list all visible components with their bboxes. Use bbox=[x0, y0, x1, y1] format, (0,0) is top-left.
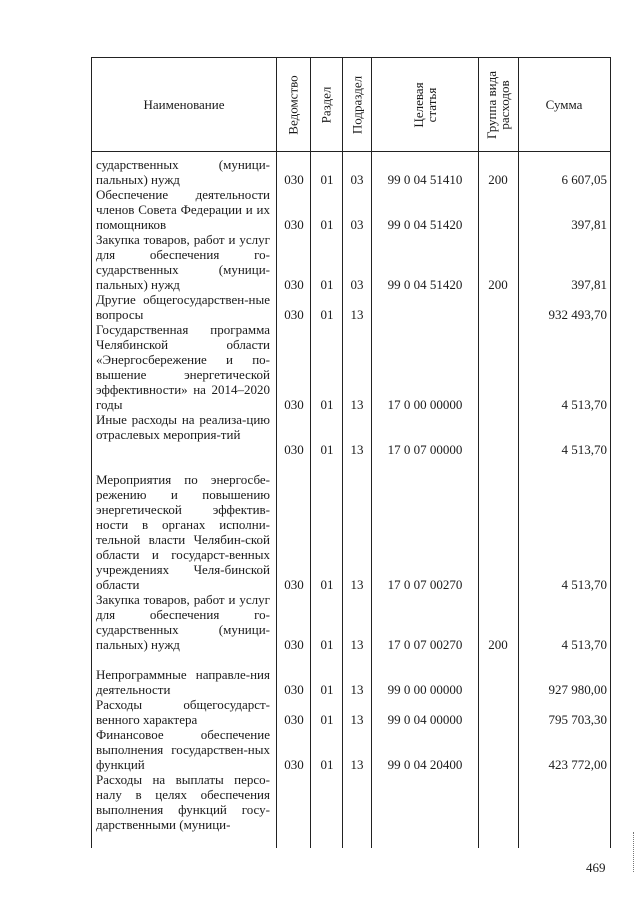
row-celevaya: 99 0 04 51420 bbox=[387, 217, 463, 232]
row-razdel: 01 bbox=[320, 277, 334, 292]
row-name: Обеспечение деятельности членов Совета Федерации и их помощников bbox=[96, 187, 270, 232]
row-name: Государственная программа Челябинской области «Энергосбережение и по-вышение энергетической эффективности» на 2014–2020 годы bbox=[96, 322, 270, 412]
row-vedomstvo: 030 bbox=[284, 217, 304, 232]
row-gruppa: 200 bbox=[488, 277, 508, 292]
row-vedomstvo: 030 bbox=[284, 637, 304, 652]
header-gruppa-text bbox=[485, 71, 511, 139]
row-summa: 397,81 bbox=[571, 277, 607, 292]
row-celevaya: 17 0 07 00270 bbox=[387, 577, 463, 592]
row-celevaya: 17 0 07 00000 bbox=[387, 442, 463, 457]
row-vedomstvo: 030 bbox=[284, 757, 304, 772]
row-summa: 4 513,70 bbox=[561, 637, 607, 652]
row-summa: 4 513,70 bbox=[561, 577, 607, 592]
row-podrazdel: 13 bbox=[350, 577, 364, 592]
row-celevaya: 99 0 04 20400 bbox=[387, 757, 463, 772]
header-summa bbox=[518, 58, 610, 151]
row-name: Другие общегосударствен-ные вопросы bbox=[96, 292, 270, 322]
table-row bbox=[92, 667, 610, 697]
row-vedomstvo: 030 bbox=[284, 712, 304, 727]
row-gruppa: 200 bbox=[488, 637, 508, 652]
row-podrazdel: 13 bbox=[350, 397, 364, 412]
row-vedomstvo: 030 bbox=[284, 277, 304, 292]
row-podrazdel: 03 bbox=[350, 277, 364, 292]
row-name: Иные расходы на реализа-цию отраслевых мероприя-тий bbox=[96, 412, 270, 442]
table-row bbox=[92, 727, 610, 772]
table-row bbox=[92, 292, 610, 322]
row-summa: 795 703,30 bbox=[548, 712, 607, 727]
row-name: Закупка товаров, работ и услуг для обеспечения го-сударственных (муници-пальных) нужд bbox=[96, 232, 270, 292]
header-podrazdel-text: Подраздел bbox=[349, 75, 364, 134]
row-vedomstvo: 030 bbox=[284, 307, 304, 322]
row-podrazdel: 13 bbox=[350, 682, 364, 697]
scan-edge-mark bbox=[633, 832, 636, 872]
row-summa: 397,81 bbox=[571, 217, 607, 232]
row-name: Финансовое обеспечение выполнения государствен-ных функций bbox=[96, 727, 270, 772]
header-gruppa bbox=[478, 58, 518, 151]
row-summa: 6 607,05 bbox=[561, 172, 607, 187]
table-row bbox=[92, 157, 610, 187]
row-name: Закупка товаров, работ и услуг для обеспечения го-сударственных (муници-пальных) нужд bbox=[96, 592, 270, 652]
row-name: сударственных (муници-пальных) нужд bbox=[96, 157, 270, 187]
table-row bbox=[92, 592, 610, 652]
row-razdel: 01 bbox=[320, 397, 334, 412]
header-celevaya-text bbox=[412, 82, 438, 127]
row-razdel: 01 bbox=[320, 757, 334, 772]
row-razdel: 01 bbox=[320, 712, 334, 727]
row-summa: 423 772,00 bbox=[548, 757, 607, 772]
row-summa: 927 980,00 bbox=[548, 682, 607, 697]
header-vedomstvo-text: Ведомство bbox=[285, 74, 301, 135]
row-summa: 4 513,70 bbox=[561, 397, 607, 412]
row-vedomstvo: 030 bbox=[284, 682, 304, 697]
page-number: 469 bbox=[586, 860, 606, 875]
row-podrazdel: 13 bbox=[350, 712, 364, 727]
header-gruppa-line2: расходов bbox=[497, 79, 512, 130]
row-podrazdel: 13 bbox=[350, 757, 364, 772]
header-summa-text: Сумма bbox=[545, 96, 583, 112]
row-podrazdel: 13 bbox=[350, 637, 364, 652]
header-divider bbox=[92, 151, 610, 152]
row-vedomstvo: 030 bbox=[284, 442, 304, 457]
row-celevaya: 99 0 04 00000 bbox=[387, 712, 463, 727]
row-summa: 4 513,70 bbox=[561, 442, 607, 457]
row-name: Мероприятия по энергосбе-режению и повышению энергетической эффектив-ности в органах исполни-тельной власти Челябин-ской области и государст-венных учреждениях Челя-бинской области bbox=[96, 472, 270, 592]
table-row bbox=[92, 697, 610, 727]
table-row bbox=[92, 322, 610, 412]
row-razdel: 01 bbox=[320, 637, 334, 652]
header-celevaya-line1: Целевая bbox=[410, 81, 426, 128]
row-razdel: 01 bbox=[320, 172, 334, 187]
header-vedomstvo bbox=[276, 58, 310, 151]
row-vedomstvo: 030 bbox=[284, 577, 304, 592]
row-razdel: 01 bbox=[320, 217, 334, 232]
table-row bbox=[92, 232, 610, 292]
row-name: Расходы общегосударст-венного характера bbox=[96, 697, 270, 727]
header-razdel-text: Раздел bbox=[318, 86, 334, 123]
row-razdel: 01 bbox=[320, 442, 334, 457]
row-celevaya: 99 0 04 51410 bbox=[387, 172, 463, 187]
row-name: Непрограммные направле-ния деятельности bbox=[96, 667, 270, 697]
header-celevaya-line2: статья bbox=[423, 87, 439, 122]
row-razdel: 01 bbox=[320, 307, 334, 322]
row-podrazdel: 03 bbox=[350, 217, 364, 232]
header-name-text: Наименование bbox=[143, 96, 225, 112]
row-vedomstvo: 030 bbox=[284, 172, 304, 187]
row-podrazdel: 03 bbox=[350, 172, 364, 187]
row-gruppa: 200 bbox=[488, 172, 508, 187]
row-celevaya: 99 0 04 51420 bbox=[387, 277, 463, 292]
row-podrazdel: 13 bbox=[350, 307, 364, 322]
row-celevaya: 17 0 07 00270 bbox=[387, 637, 463, 652]
header-razdel bbox=[310, 58, 342, 151]
row-podrazdel: 13 bbox=[350, 442, 364, 457]
row-razdel: 01 bbox=[320, 682, 334, 697]
table-row bbox=[92, 412, 610, 457]
header-name bbox=[92, 58, 276, 151]
header-gruppa-line1: Группа вида bbox=[484, 70, 499, 139]
budget-table bbox=[91, 57, 611, 848]
table-row bbox=[92, 457, 610, 592]
row-razdel: 01 bbox=[320, 577, 334, 592]
row-name: Расходы на выплаты персо-налу в целях обеспечения выполнения функций госу-дарственными (муници- bbox=[96, 772, 270, 832]
table-row bbox=[92, 187, 610, 232]
row-summa: 932 493,70 bbox=[548, 307, 607, 322]
table-row bbox=[92, 772, 610, 848]
row-celevaya: 17 0 00 00000 bbox=[387, 397, 463, 412]
row-celevaya: 99 0 00 00000 bbox=[387, 682, 463, 697]
header-celevaya bbox=[371, 58, 478, 151]
header-podrazdel bbox=[342, 58, 371, 151]
row-vedomstvo: 030 bbox=[284, 397, 304, 412]
